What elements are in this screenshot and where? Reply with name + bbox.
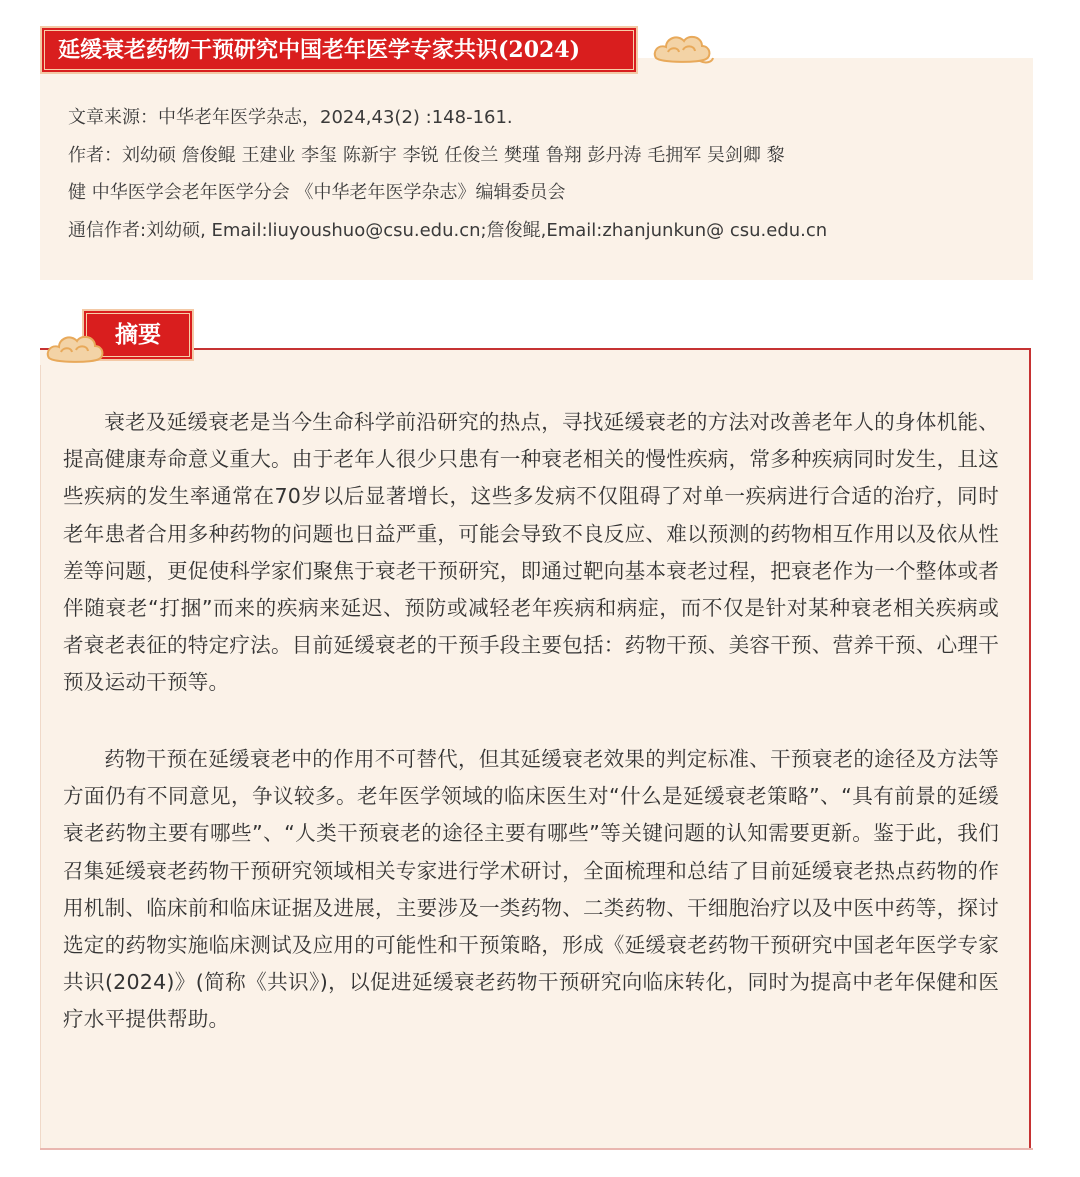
abstract-bottom-divider (40, 1148, 1033, 1150)
authors-line: 作者：刘幼硕 詹俊鲲 王建业 李玺 陈新宇 李锐 任俊兰 樊瑾 鲁翔 彭丹涛 毛拥军 吴剑卿 黎 (68, 145, 785, 166)
abstract-heading: 摘要 (115, 321, 161, 348)
auspicious-cloud-icon (650, 28, 714, 70)
auspicious-cloud-icon (44, 330, 106, 370)
abstract-paragraph: 药物干预在延缓衰老中的作用不可替代，但其延缓衰老效果的判定标准、干预衰老的途径及方法等方面仍有不同意见，争议较多。老年医学领域的临床医生对“什么是延缓衰老策略”、“具有前景的延缓衰老药物主要有哪些”、“人类干预衰老的途径主要有哪些”等关键问题的认知需要更新。鉴于此，我们召集延缓衰老药物干预研究领域相关专家进行学术研讨，全面梳理和总结了目前延缓衰老热点药物的作用机制、临床前和临床证据及进展，主要涉及一类药物、二类药物、干细胞治疗以及中医中药等，探讨选定的药物实施临床测试及应用的可能性和干预策略，形成《延缓衰老药物干预研究中国老年医学专家共识(2024)》(简称《共识》)，以促进延缓衰老药物干预研究向临床转化，同时为提高中老年保健和医疗水平提供帮助。 (63, 747, 999, 1032)
abstract-paragraph: 衰老及延缓衰老是当今生命科学前沿研究的热点，寻找延缓衰老的方法对改善老年人的身体机能、提高健康寿命意义重大。由于老年人很少只患有一种衰老相关的慢性疾病，常多种疾病同时发生，且这些疾病的发生率通常在70岁以后显著增长，这些多发病不仅阻碍了对单一疾病进行合适的治疗，同时老年患者合用多种药物的问题也日益严重，可能会导致不良反应、难以预测的药物相互作用以及依从性差等问题，更促使科学家们聚焦于衰老干预研究，即通过靶向基本衰老过程，把衰老作为一个整体或者伴随衰老“打捆”而来的疾病来延迟、预防或减轻老年疾病和病症，而不仅是针对某种衰老相关疾病或者衰老表征的特定疗法。目前延缓衰老的干预手段主要包括：药物干预、美容干预、营养干预、心理干预及运动干预等。 (63, 410, 999, 695)
abstract-left-edge (40, 365, 41, 1149)
article-title: 延缓衰老药物干预研究中国老年医学专家共识(2024) (58, 37, 581, 63)
authors-line-continued: 健 中华医学会老年医学分会 《中华老年医学杂志》编辑委员会 (68, 182, 566, 203)
correspondence-line: 通信作者:刘幼硕, Email:liuyoushuo@csu.edu.cn;詹俊鲲,Email:zhanjunkun@ csu.edu.cn (68, 220, 828, 241)
article-info-card (40, 58, 1033, 280)
title-banner (40, 26, 638, 74)
source-line: 文章来源：中华老年医学杂志，2024,43(2) :148-161. (68, 107, 513, 128)
